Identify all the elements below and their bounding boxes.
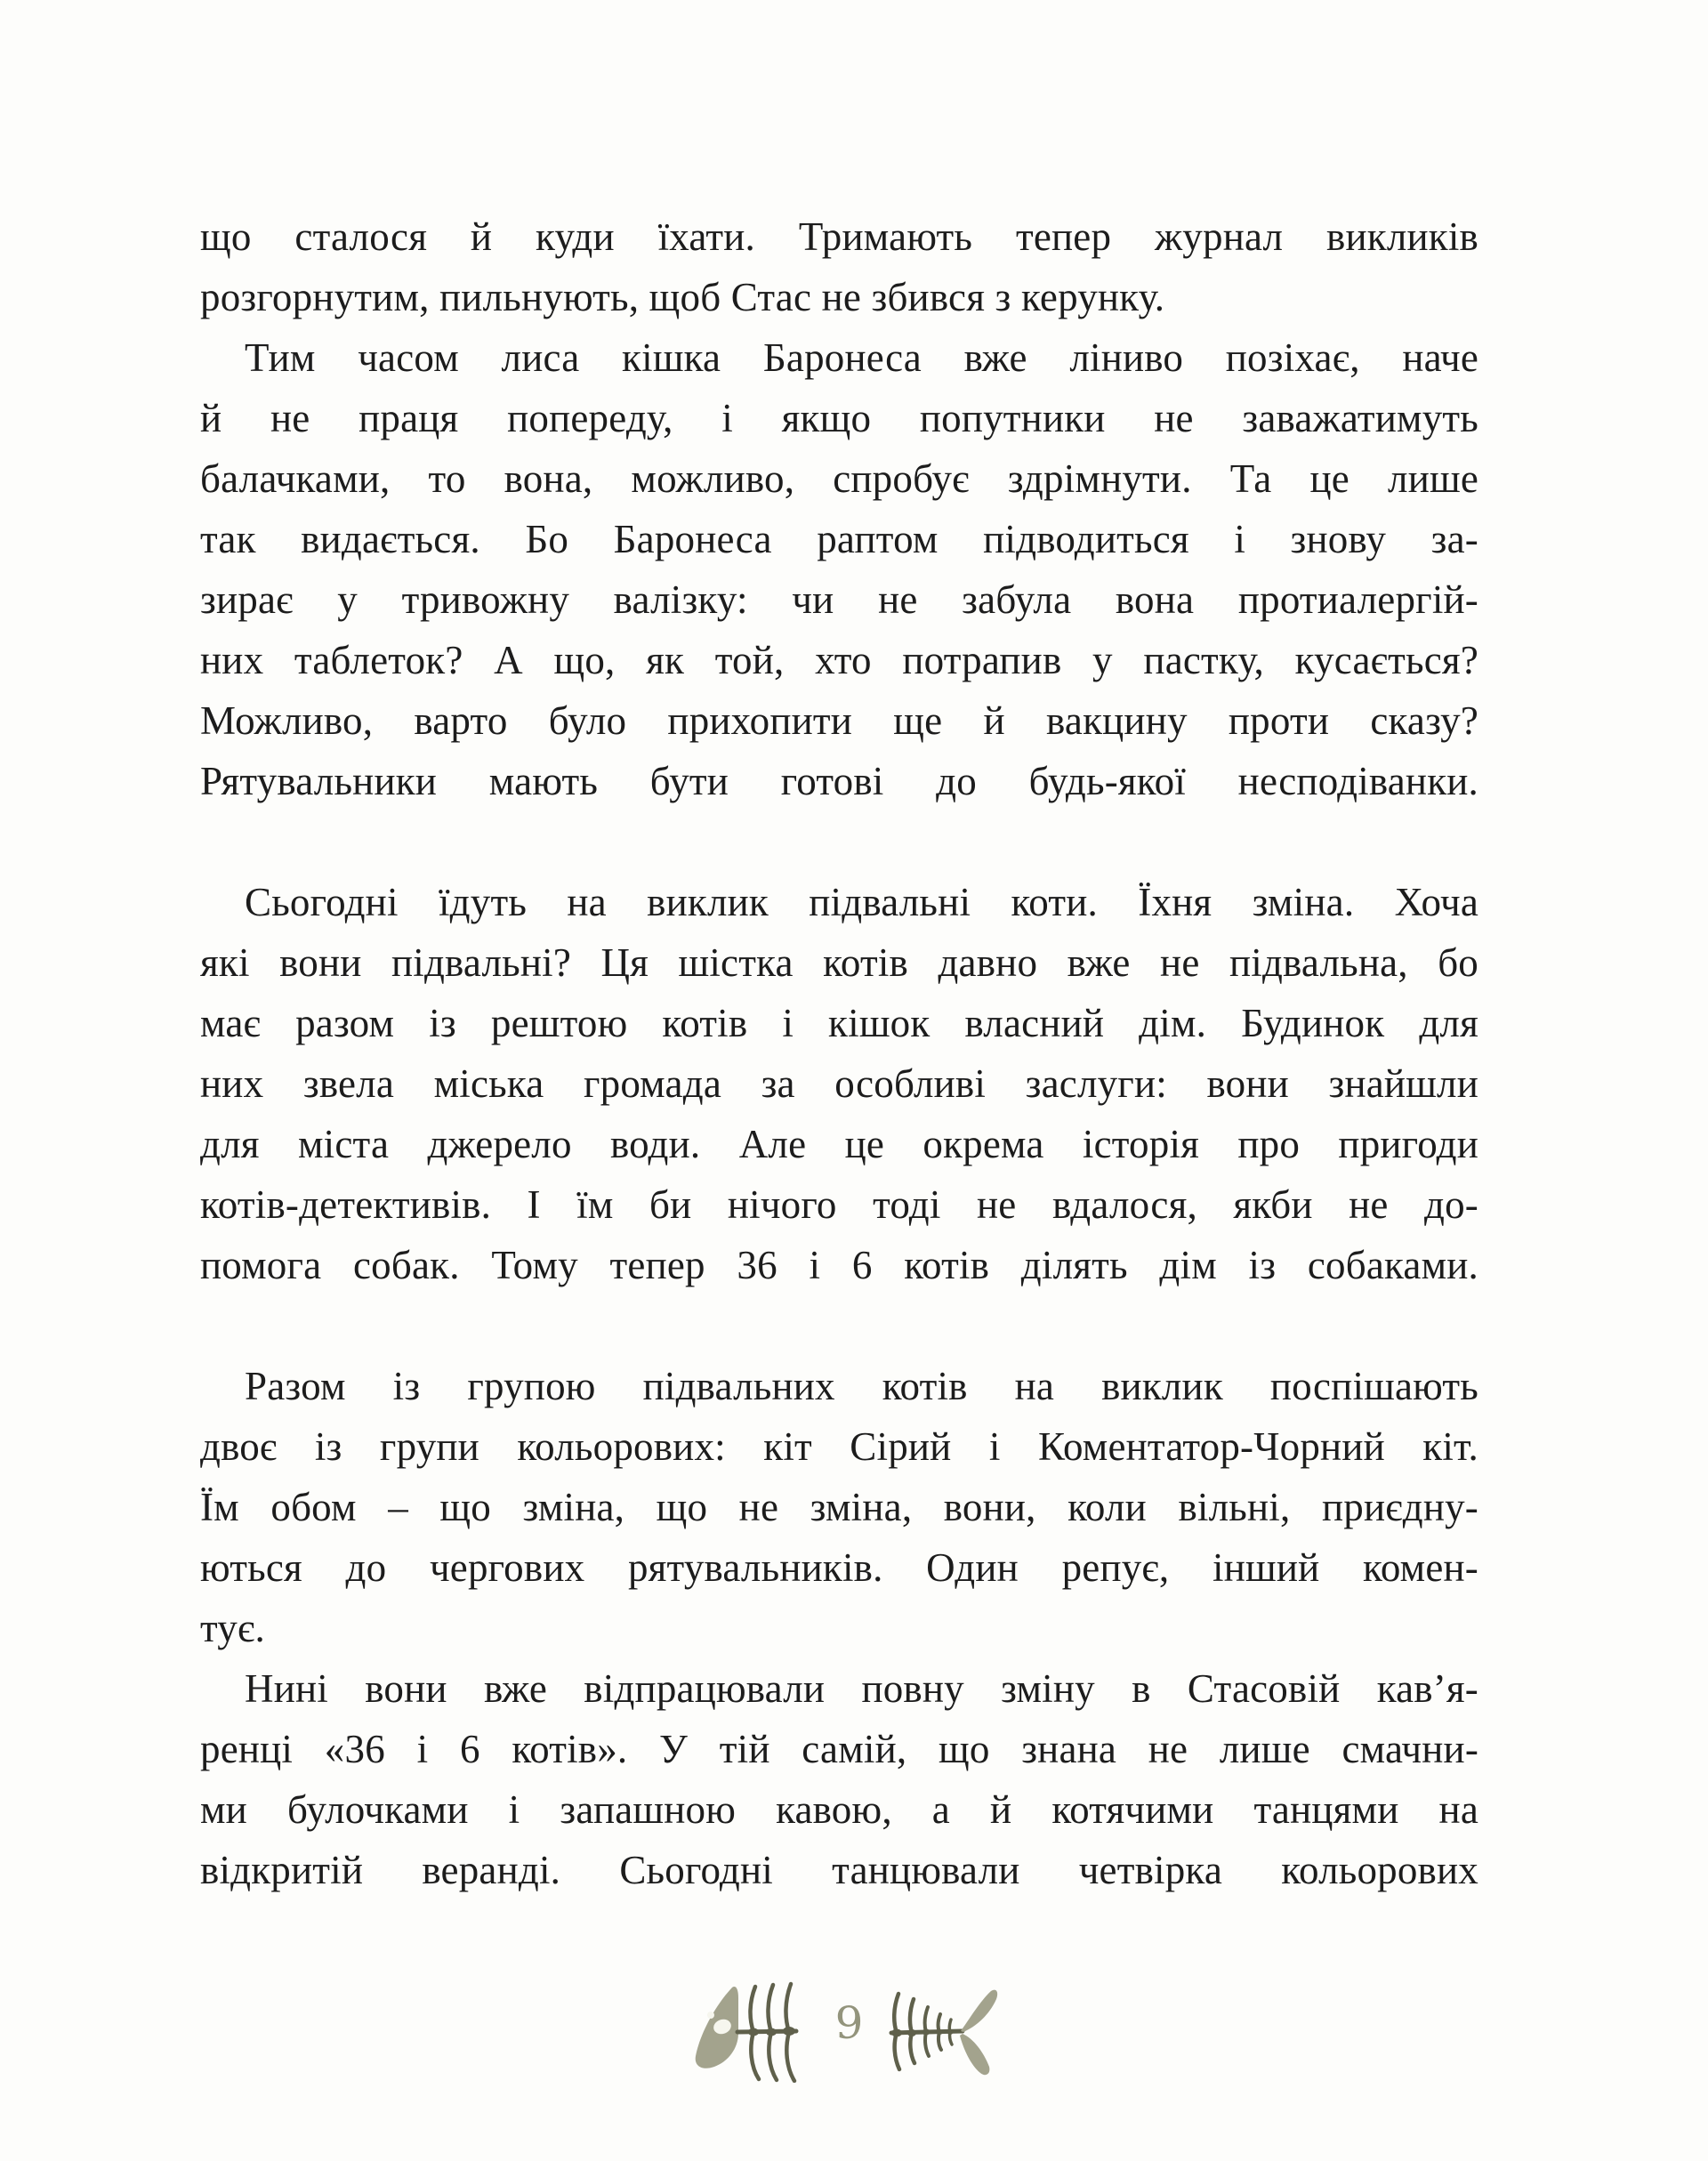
text-line: Рятувальники мають бути готові до будь-якої несподіванки. — [200, 759, 1478, 803]
text-line: відкритій веранді. Сьогодні танцювали четвірка кольорових — [200, 1848, 1478, 1892]
paragraph — [200, 872, 1478, 1295]
text-line: розгорнутим, пильнують, щоб Стас не збився з керунку. — [200, 275, 1165, 319]
text-line: Сьогодні їдуть на виклик підвальні коти. Їхня зміна. Хоча — [245, 880, 1478, 924]
text-line: так видається. Бо Баронеса раптом підводиться і знову за- — [200, 517, 1478, 561]
text-line: має разом із рештою котів і кішок власний дім. Будинок для — [200, 1001, 1478, 1045]
text-line: ми булочками і запашною кавою, а й котячими танцями на — [200, 1787, 1478, 1832]
text-line: Можливо, варто було прихопити ще й вакцину проти сказу? — [200, 698, 1478, 743]
text-line: тує. — [200, 1606, 265, 1650]
text-line: ються до чергових рятувальників. Один репує, інший комен- — [200, 1545, 1478, 1590]
text-line: них таблеток? А що, як той, хто потрапив у пастку, кусається? — [200, 638, 1478, 682]
text-line: двоє із групи кольорових: кіт Сірий і Коментатор-Чорний кіт. — [200, 1424, 1478, 1469]
paragraph — [200, 1356, 1478, 1658]
fish-skeleton-head-icon — [679, 1981, 812, 2083]
text-line: Тим часом лиса кішка Баронеса вже ліниво позіхає, наче — [245, 335, 1478, 380]
text-line: помога собак. Тому тепер 36 і 6 котів ділять дім із собаками. — [200, 1243, 1478, 1287]
page-number: 9 — [834, 1997, 864, 2049]
text-line: них звела міська громада за особливі заслуги: вони знайшли — [200, 1061, 1478, 1106]
text-line: ренці «36 і 6 котів». У тій самій, що знана не лише смачни- — [200, 1727, 1478, 1771]
text-line: балачками, то вона, можливо, спробує здрімнути. Та це лише — [200, 456, 1478, 501]
paragraph — [200, 1658, 1478, 1900]
text-line: для міста джерело води. Але це окрема історія про пригоди — [200, 1122, 1478, 1166]
text-line: які вони підвальні? Ця шістка котів давно вже не підвальна, бо — [200, 940, 1478, 985]
fish-skeleton-tail-icon — [886, 1987, 1000, 2077]
text-line: й не праця попереду, і якщо попутники не заважатимуть — [200, 396, 1478, 440]
text-line: зирає у тривожну валізку: чи не забула вона протиалергій- — [200, 577, 1478, 622]
paragraph — [200, 327, 1478, 811]
text-line: Нині вони вже відпрацювали повну зміну в Стасовій кав’я- — [245, 1666, 1478, 1711]
page-footer — [200, 1977, 1478, 2087]
text-line: Разом із групою підвальних котів на виклик поспішають — [245, 1364, 1478, 1408]
text-line: що сталося й куди їхати. Тримають тепер журнал викликів — [200, 214, 1478, 259]
text-line: Їм обом – що зміна, що не зміна, вони, коли вільні, приєдну- — [200, 1485, 1478, 1529]
body-text — [200, 206, 1478, 1900]
text-line: котів-детективів. І їм би нічого тоді не вдалося, якби не до- — [200, 1182, 1478, 1227]
paragraph — [200, 206, 1478, 327]
